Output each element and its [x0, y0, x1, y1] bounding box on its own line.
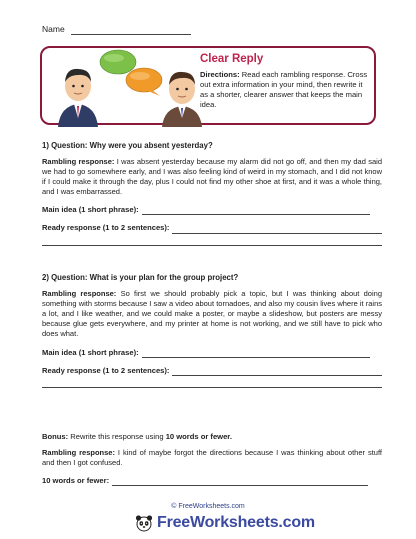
- question-2-ready-response: [42, 366, 382, 376]
- logo-text: FreeWorksheets.com: [157, 514, 315, 531]
- question-1-ready-response: [42, 223, 382, 233]
- main-idea-field[interactable]: [142, 207, 370, 215]
- ready-response-label: Ready response (1 to 2 sentences):: [42, 223, 170, 233]
- bonus-label: Bonus:: [42, 432, 69, 441]
- footer-logo: [135, 512, 315, 533]
- name-label: Name: [42, 24, 65, 34]
- main-idea-field[interactable]: [142, 350, 370, 358]
- question-2: 2) Question: What is your plan for the group project?: [42, 273, 239, 282]
- person-left-icon: [58, 69, 98, 127]
- people-illustration: [56, 48, 206, 127]
- directions-label: Directions:: [200, 70, 240, 79]
- speech-bubbles-icon: [100, 50, 162, 96]
- person-right-icon: [162, 72, 202, 127]
- bonus-text: Rewrite this response using: [70, 432, 164, 441]
- name-row: [42, 24, 191, 35]
- question-1-section: [42, 141, 382, 246]
- bonus-answer-field[interactable]: [112, 478, 368, 486]
- main-idea-label: Main idea (1 short phrase):: [42, 205, 139, 215]
- ready-response-label: Ready response (1 to 2 sentences):: [42, 365, 170, 375]
- bonus-answer: [42, 476, 382, 486]
- bonus-rambling: [42, 448, 382, 468]
- header-box: [40, 46, 376, 125]
- rambling-text: I was absent yesterday because my alarm did not go off, and then my dad said we had to go somewhere early, and I was also feeling kind of weird in my stomach, and I did not know if I could make it through the day, plus I could not find my other shoe at first, and it was a whole thing, and I was embarrassed.: [42, 157, 382, 197]
- rambling-text: I kind of maybe forgot the directions because I was thinking about other stuff and then I got confused.: [42, 448, 382, 468]
- rambling-text: So first we should probably pick a topic, but I was thinking about doing something with storms because I saw a video about tornadoes, and also my cousin lives where it rains a lot, and I like weather, and we could make a poster, or maybe a slideshow, but posters are messy because glue gets everywhere, and my printer at home is not working, and we still have to pick who does what.: [42, 289, 382, 339]
- bonus-section: [42, 432, 382, 486]
- name-field[interactable]: [71, 26, 191, 35]
- rambling-label: Rambling response:: [42, 157, 115, 167]
- question-2-rambling: [42, 289, 382, 339]
- directions-text: Read each rambling response. Cross out extra information in your mind, then rewrite it as a shorter, clearer answer that keeps the main idea.: [200, 70, 368, 110]
- main-idea-label: Main idea (1 short phrase):: [42, 347, 139, 357]
- bonus-emphasis: 10 words or fewer.: [165, 432, 232, 441]
- question-1-main-idea: [42, 205, 382, 215]
- answer-line[interactable]: [42, 245, 382, 246]
- question-1: 1) Question: Why were you absent yesterday?: [42, 141, 213, 150]
- directions: [200, 70, 370, 110]
- question-1-rambling: [42, 157, 382, 197]
- footer-link[interactable]: © FreeWorksheets.com: [171, 503, 245, 510]
- panda-icon: [135, 514, 153, 532]
- bonus-answer-label: 10 words or fewer:: [42, 476, 110, 486]
- answer-line[interactable]: [42, 387, 382, 388]
- rambling-label: Rambling response:: [42, 448, 115, 458]
- bonus-instructions: [42, 432, 382, 442]
- rambling-label: Rambling response:: [42, 289, 117, 299]
- question-2-section: [42, 273, 382, 388]
- ready-response-field[interactable]: [172, 226, 382, 234]
- ready-response-field[interactable]: [172, 368, 382, 376]
- worksheet-title: Clear Reply: [200, 53, 264, 65]
- question-2-main-idea: [42, 348, 382, 358]
